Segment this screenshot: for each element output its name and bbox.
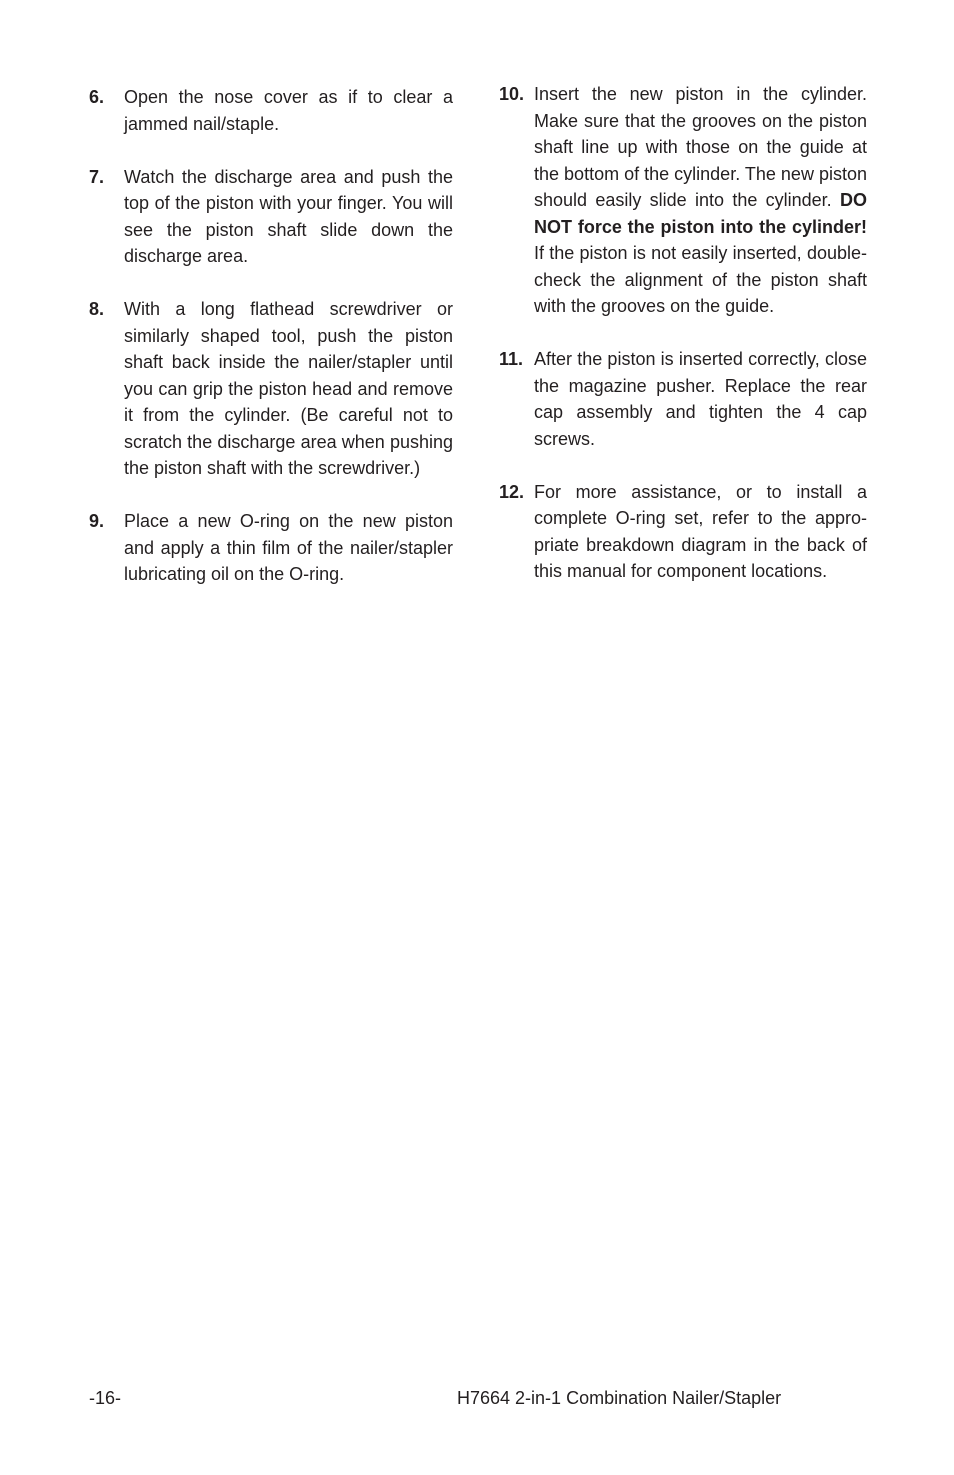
step-10 [499,81,867,320]
step-text: With a long flathead screwdriver or similarly shaped tool, push the piston shaft back inside the nailer/stapler until you can grip the piston head and remove it from the cylinder. (Be careful not to scratch the discharge area when pushing the piston shaft with the screwdriver.) [124,299,453,478]
step-6 [89,84,453,137]
step-number: 9. [89,511,105,531]
step-number: 8. [89,299,105,319]
warning-text: DO NOT force the piston into the cylinder! [534,190,867,237]
step-7 [89,164,453,270]
manual-title: H7664 2-in-1 Combination Nailer/Stapler [457,1388,782,1408]
step-number: 11. [499,349,524,369]
step-text [534,81,867,320]
step-number: 7. [89,166,105,187]
step-text-intro: Insert the new piston in the cylinder. Make sure that the grooves on the piston shaft line up with those on the guide at the bottom of the cylinder. The new piston should easily slide into the cylinder. [534,84,867,210]
step-number: 12. [499,481,525,502]
step-text: After the piston is inserted correctly, close the magazine pusher. Replace the rear cap assembly and tighten the 4 cap screws. [534,349,867,449]
step-12 [499,479,867,585]
left-column [89,84,453,614]
page-number: -16- [89,1388,122,1408]
step-number: 10. [499,84,525,104]
step-text: For more assistance, or to install a complete O-ring set, refer to the appropriate breakdown diagram in the back of this manual for component locations. [534,481,867,581]
step-8 [89,296,453,482]
step-number: 6. [89,87,105,107]
step-text: Open the nose cover as if to clear a jammed nail/staple. [124,87,453,134]
right-column [499,81,867,611]
step-text: Place a new O-ring on the new piston and apply a thin film of the nailer/stapler lubricating oil on the O-ring. [124,511,453,584]
step-11 [499,346,867,452]
step-9 [89,508,453,588]
step-text: Watch the discharge area and push the top of the piston with your finger. You will see the piston shaft slide down the discharge area. [124,166,453,266]
step-text-continued: If the piston is not easily inserted, double-check the alignment of the piston shaft with the grooves on the guide. [534,243,867,316]
